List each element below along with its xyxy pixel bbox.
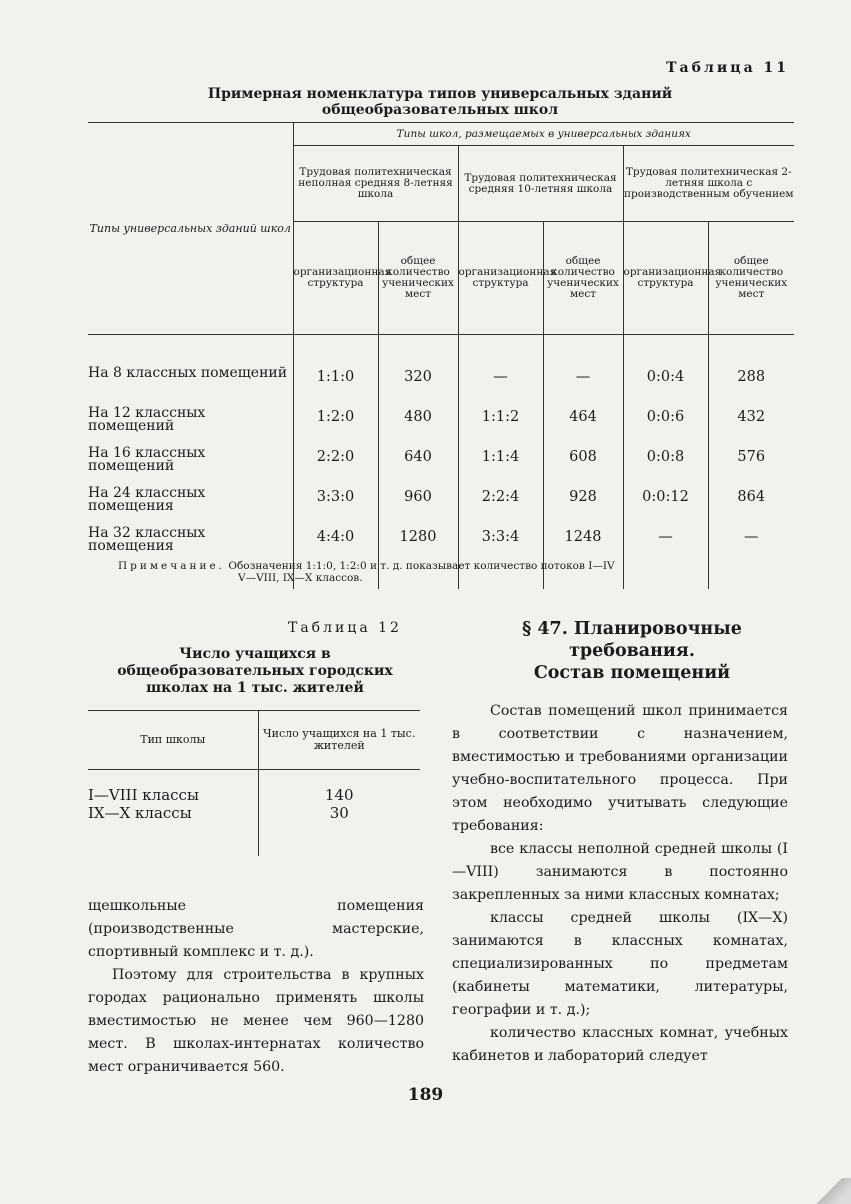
sub-header-total: общее количество ученических мест [708, 222, 794, 335]
cell: 960 [378, 483, 458, 523]
note-text-2: V—VIII, IX—X классов. [238, 572, 363, 584]
cell: 1280 [378, 523, 458, 563]
table-row [88, 523, 794, 563]
cell: 2:2:0 [293, 443, 378, 483]
cell: 30 [258, 804, 420, 822]
table-12-label: Таблица 12 [288, 620, 402, 636]
sub-header-org: организационная структура [293, 222, 378, 335]
table-row [88, 804, 420, 822]
row-name: На 8 классных помещений [88, 365, 288, 381]
table-12-col1-header: Тип школы [88, 711, 258, 770]
sub-header-total: общее количество ученических мест [543, 222, 623, 335]
page-curl-shadow [807, 1178, 851, 1204]
paragraph: Состав помещений школ принимается в соответствии с назначением, вместимостью и требованиями организации учебно-воспитательного процесса. При этом необходимо учитывать следующие требования: [452, 703, 788, 834]
cell: 0:0:8 [623, 443, 708, 483]
cell: 140 [258, 786, 420, 804]
cell: — [458, 363, 543, 403]
cell: 1:1:4 [458, 443, 543, 483]
table-row [88, 403, 794, 443]
cell: 1:2:0 [293, 403, 378, 443]
table-11-title-line2: общеобразовательных школ [321, 102, 559, 118]
cell: 640 [378, 443, 458, 483]
table-12-col2-header: Число учащихся на 1 тыс. жителей [258, 711, 420, 770]
left-column-text [88, 895, 424, 1079]
paragraph: щешкольные помещения (производственные мастерские, спортивный комплекс и т. д.). [88, 898, 424, 960]
table-11-col0-header: Типы универсальных зданий школ [88, 123, 293, 335]
table-11-label: Таблица 11 [666, 60, 789, 76]
table-11-title-line1: Примерная номенклатура типов универсальных зданий [207, 86, 673, 102]
row-name: На 24 классных помещения [88, 485, 206, 514]
table-11-title [90, 86, 790, 118]
table-row [88, 786, 420, 804]
sub-header-org: организационная структура [623, 222, 708, 335]
cell: 432 [708, 403, 794, 443]
section-title-line2: требования. [569, 641, 695, 661]
page-number: 189 [407, 1085, 444, 1105]
note-text: Обозначения 1:1:0, 1:2:0 и т. д. показывает количество потоков I—IV [228, 560, 615, 572]
cell: 0:0:6 [623, 403, 708, 443]
cell: 1248 [543, 523, 623, 563]
cell: 4:4:0 [293, 523, 378, 563]
cell: 3:3:0 [293, 483, 378, 523]
school-type-2-year: Трудовая политехническая 2-летняя школа с производственным обучением [623, 146, 794, 222]
paragraph: все классы неполной средней школы (I—VIII) занимаются в постоянно закрепленных за ними классных комнатах; [452, 841, 788, 903]
cell: 928 [543, 483, 623, 523]
cell: — [708, 523, 794, 563]
cell: 0:0:12 [623, 483, 708, 523]
school-type-10-year: Трудовая политехническая средняя 10-летняя школа [458, 146, 623, 222]
cell: — [623, 523, 708, 563]
sub-header-org: организационная структура [458, 222, 543, 335]
table-11-note [118, 560, 793, 584]
row-name: IX—X классы [88, 804, 192, 822]
table-12-title: Число учащихся в общеобразовательных городских школах на 1 тыс. жителей [117, 646, 393, 696]
row-name: На 12 классных помещений [88, 405, 206, 434]
cell: 320 [378, 363, 458, 403]
right-column-text [452, 700, 788, 1068]
cell: 1:1:2 [458, 403, 543, 443]
cell: 576 [708, 443, 794, 483]
paragraph: количество классных комнат, учебных кабинетов и лабораторий следует [452, 1025, 788, 1064]
row-name: На 32 классных помещения [88, 525, 206, 554]
cell: 1:1:0 [293, 363, 378, 403]
cell: 0:0:4 [623, 363, 708, 403]
sub-header-total: общее количество ученических мест [378, 222, 458, 335]
section-title-line1: § 47. Планировочные [522, 619, 742, 639]
row-name: На 16 классных помещений [88, 445, 206, 474]
table-row [88, 363, 794, 403]
cell: — [543, 363, 623, 403]
table-row [88, 483, 794, 523]
row-name: I—VIII классы [88, 786, 199, 804]
table-row [88, 443, 794, 483]
table-11-types-header: Типы школ, размещаемых в универсальных зданиях [293, 123, 794, 146]
section-title-line3: Состав помещений [533, 663, 731, 683]
paragraph: Поэтому для строительства в крупных городах рационально применять школы вместимостью не менее чем 960—1280 мест. В школах-интернатах количество мест ограничивается 560. [88, 967, 424, 1075]
cell: 288 [708, 363, 794, 403]
cell: 480 [378, 403, 458, 443]
cell: 2:2:4 [458, 483, 543, 523]
cell: 464 [543, 403, 623, 443]
cell: 608 [543, 443, 623, 483]
school-type-8-year: Трудовая политехническая неполная средняя 8-летняя школа [293, 146, 458, 222]
table-12 [88, 710, 420, 856]
table-11 [88, 122, 794, 589]
cell: 864 [708, 483, 794, 523]
section-title [482, 618, 782, 684]
cell: 3:3:4 [458, 523, 543, 563]
note-lead: Примечание. [118, 560, 226, 572]
paragraph: классы средней школы (IX—X) занимаются в классных комнатах, специализированных по предметам (кабинеты математики, литературы, географии и т. д.); [452, 910, 788, 1018]
